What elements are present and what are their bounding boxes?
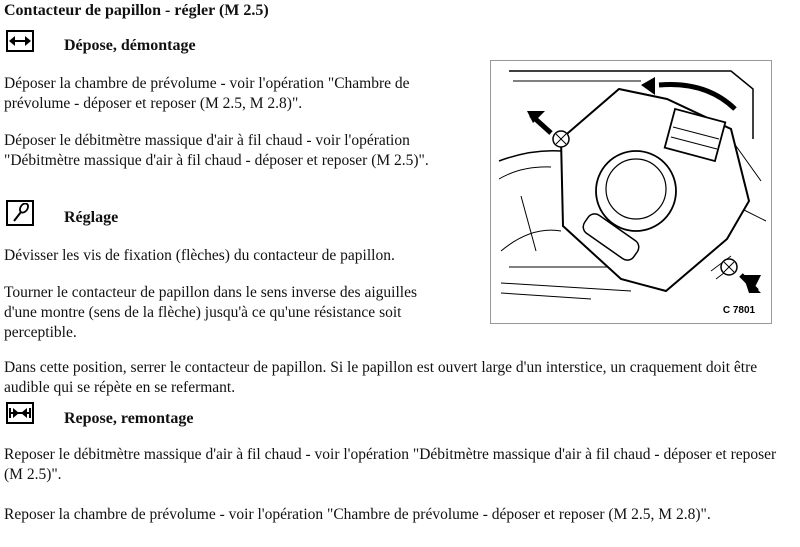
paragraph-repose-2: Reposer la chambre de prévolume - voir l'opération "Chambre de prévolume - déposer et reposer (M 2.5, M 2.8)".: [4, 506, 711, 523]
paragraph-depose-1: Déposer la chambre de prévolume - voir l'opération "Chambre de prévolume - déposer et reposer (M 2.5, M 2.8)".: [4, 75, 410, 112]
figure-code: C 7801: [722, 305, 756, 316]
section-title-depose: Dépose, démontage: [64, 37, 196, 54]
paragraph-repose-1: Reposer le débitmètre massique d'air à fil chaud - voir l'opération "Débitmètre massique d'air à fil chaud - déposer et reposer (M 2.5)".: [4, 446, 777, 483]
throttle-switch-illustration: [491, 61, 771, 323]
screw-pointer-arrow-upper: [527, 111, 551, 133]
paragraph-reglage-2: Tourner le contacteur de papillon dans le sens inverse des aiguilles d'une montre (sens de la flèche) jusqu'à ce qu'une résistance soit perceptible.: [4, 284, 417, 341]
page-title: Contacteur de papillon - régler (M 2.5): [4, 2, 269, 19]
section-title-reglage: Réglage: [64, 209, 119, 226]
screw-pointer-arrow-lower: [741, 275, 761, 293]
arrows-inward-icon: [6, 402, 34, 424]
arrows-outward-icon: [6, 30, 34, 52]
section-title-repose: Repose, remontage: [64, 410, 194, 427]
paragraph-depose-2: Déposer le débitmètre massique d'air à fil chaud - voir l'opération "Débitmètre massique d'air à fil chaud - déposer et reposer (M 2.5)".: [4, 132, 429, 169]
paragraph-reglage-1: Dévisser les vis de fixation (flèches) du contacteur de papillon.: [4, 247, 395, 264]
screwdriver-icon: [6, 200, 34, 226]
paragraph-reglage-3: Dans cette position, serrer le contacteur de papillon. Si le papillon est ouvert large d'un interstice, un craquement doit être audible qui se répète en se refermant.: [4, 359, 758, 396]
throttle-switch-figure: [490, 60, 772, 324]
